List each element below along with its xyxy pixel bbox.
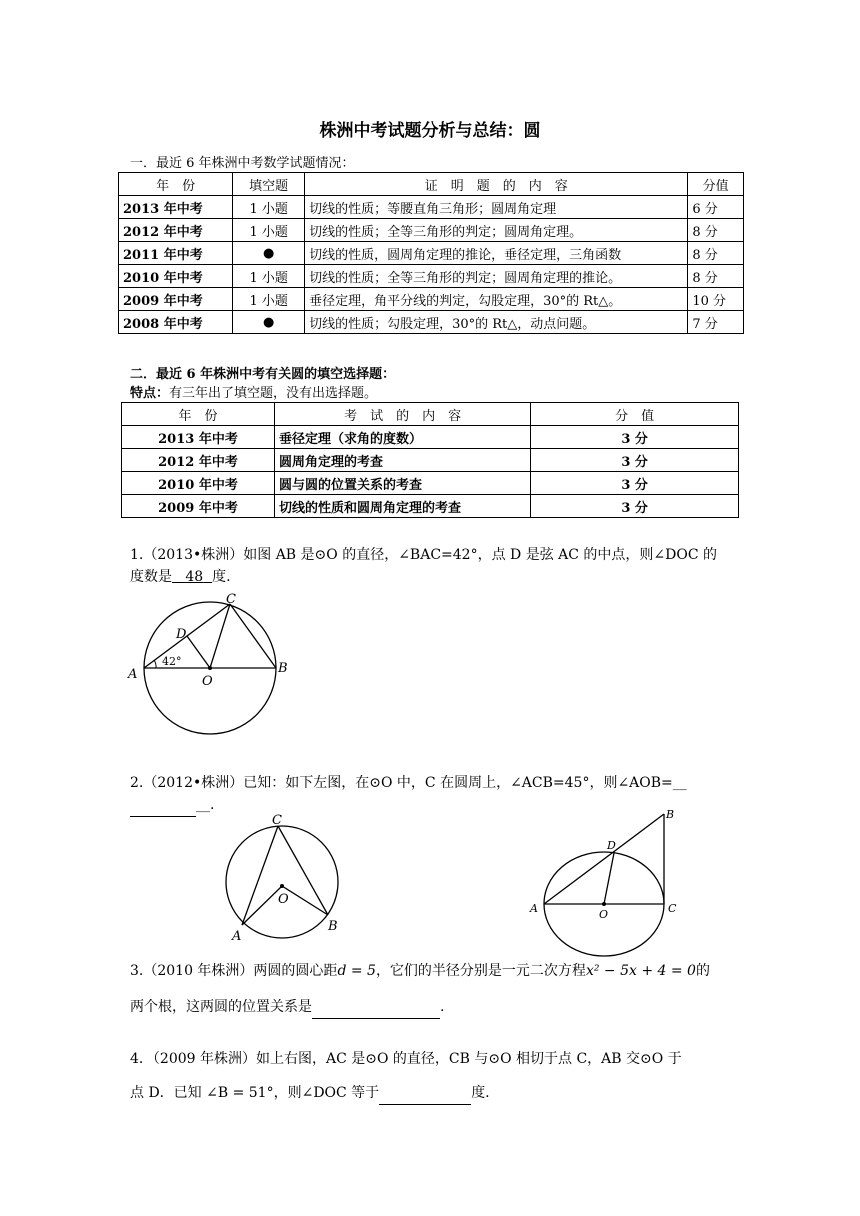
table-row <box>122 449 739 472</box>
row-content: 圆与圆的位置关系的考查 <box>274 472 530 495</box>
question-3 <box>130 960 740 1019</box>
table-row <box>119 242 744 265</box>
table-header-row <box>122 403 739 426</box>
table-row <box>122 495 739 518</box>
q2-line2: __. <box>130 794 750 817</box>
q2-figure <box>220 812 350 944</box>
table-header-row <box>119 173 744 196</box>
header-content: 考 试 的 内 容 <box>274 403 530 426</box>
row-fill: ● <box>233 242 305 265</box>
row-content: 切线的性质；等腰直角三角形；圆周角定理 <box>305 196 688 219</box>
section1-heading: 一．最近 6 年株洲中考数学试题情况： <box>130 156 355 171</box>
row-year: 2012 年中考 <box>119 219 233 242</box>
row-year: 2009 年中考 <box>122 495 275 518</box>
q4-label-o: O <box>599 908 609 921</box>
q4-label-a: A <box>530 902 538 915</box>
question-1 <box>130 544 730 588</box>
table-row <box>119 196 744 219</box>
q2-label-o: O <box>278 892 289 907</box>
row-fill: 1 小题 <box>233 265 305 288</box>
row-year: 2013 年中考 <box>122 426 275 449</box>
exam-analysis-table <box>118 172 744 334</box>
table-row <box>119 265 744 288</box>
row-content: 垂径定理（求角的度数） <box>274 426 530 449</box>
row-year: 2009 年中考 <box>119 288 233 311</box>
q4-line1: 4．（2009 年株洲）如上右图，AC 是⊙O 的直径，CB 与⊙O 相切于点 C，AB 交⊙O 于 <box>130 1051 682 1067</box>
row-fill: 1 小题 <box>233 196 305 219</box>
row-content: 切线的性质和圆周角定理的考查 <box>274 495 530 518</box>
table-row <box>119 288 744 311</box>
row-score: 7 分 <box>688 311 744 334</box>
row-year: 2010 年中考 <box>119 265 233 288</box>
row-score: 3 分 <box>531 472 739 495</box>
row-year: 2013 年中考 <box>119 196 233 219</box>
header-score: 分 值 <box>531 403 739 426</box>
row-content: 垂径定理，角平分线的判定，勾股定理，30°的 Rt△。 <box>305 288 688 311</box>
row-fill: ● <box>233 311 305 334</box>
row-content: 切线的性质；勾股定理，30°的 Rt△，动点问题。 <box>305 311 688 334</box>
header-year: 年 份 <box>119 173 233 196</box>
q4-figure <box>526 806 686 958</box>
header-year: 年 份 <box>122 403 275 426</box>
section2-feature <box>130 382 377 401</box>
row-fill: 1 小题 <box>233 219 305 242</box>
q4-label-b: B <box>666 808 675 821</box>
row-year: 2008 年中考 <box>119 311 233 334</box>
row-content: 切线的性质；全等三角形的判定；圆周角定理。 <box>305 219 688 242</box>
row-score: 3 分 <box>531 449 739 472</box>
q2-label-b: B <box>328 919 338 934</box>
header-score: 分值 <box>688 173 744 196</box>
q4-label-d: D <box>607 839 616 852</box>
row-year: 2011 年中考 <box>119 242 233 265</box>
row-score: 3 分 <box>531 495 739 518</box>
q1-answer: 48 <box>185 569 204 585</box>
q1-line2: 度数是 48 度. <box>130 569 231 585</box>
q1-label-b: B <box>278 661 288 676</box>
row-score: 8 分 <box>688 219 744 242</box>
q3-line1: 3.（2010 年株洲）两圆的圆心距d = 5，它们的半径分别是一元二次方程x² − 5x + 4 = 0的 <box>130 963 710 979</box>
row-score: 8 分 <box>688 242 744 265</box>
q1-label-a: A <box>128 667 138 682</box>
row-score: 3 分 <box>531 426 739 449</box>
row-year: 2010 年中考 <box>122 472 275 495</box>
question-4 <box>130 1048 740 1105</box>
q1-figure <box>126 592 296 742</box>
table-row <box>119 219 744 242</box>
section2-heading: 二．最近 6 年株洲中考有关圆的填空选择题： <box>130 367 396 382</box>
q1-angle-label: 42° <box>162 655 182 668</box>
row-content: 切线的性质；全等三角形的判定；圆周角定理的推论。 <box>305 265 688 288</box>
header-content: 证 明 题 的 内 容 <box>305 173 688 196</box>
q1-line1: 1.（2013•株洲）如图 AB 是⊙O 的直径，∠BAC=42°，点 D 是弦 AC 的中点，则∠DOC 的 <box>130 547 718 563</box>
fill-questions-table <box>121 402 739 518</box>
q1-label-d: D <box>176 627 187 642</box>
feature-label: 特点： <box>130 386 170 401</box>
table-row <box>122 472 739 495</box>
row-content: 切线的性质，圆周角定理的推论，垂径定理，三角函数 <box>305 242 688 265</box>
row-year: 2012 年中考 <box>122 449 275 472</box>
row-score: 6 分 <box>688 196 744 219</box>
q2-label-c: C <box>272 813 282 828</box>
q4-line2: 点 D．已知 ∠B = 51°，则∠DOC 等于 度. <box>130 1082 740 1105</box>
q4-label-c: C <box>668 902 677 915</box>
row-fill: 1 小题 <box>233 288 305 311</box>
q3-distance: d = 5 <box>337 963 376 979</box>
row-score: 8 分 <box>688 265 744 288</box>
row-content: 圆周角定理的考查 <box>274 449 530 472</box>
header-fill: 填空题 <box>233 173 305 196</box>
feature-text: 有三年出了填空题，没有出选择题。 <box>169 386 378 401</box>
row-score: 10 分 <box>688 288 744 311</box>
table-row <box>119 311 744 334</box>
page-title: 株洲中考试题分析与总结：圆 <box>319 121 541 141</box>
q2-label-a: A <box>232 929 242 944</box>
q3-line2: 两个根，这两圆的位置关系是 . <box>130 996 740 1019</box>
table-row <box>122 426 739 449</box>
q1-label-c: C <box>226 592 236 607</box>
q2-line1: 2.（2012•株洲）已知：如下左图，在⊙O 中，C 在圆周上，∠ACB=45°，则∠AOB=__ <box>130 775 687 791</box>
q3-equation: x² − 5x + 4 = 0 <box>585 963 696 979</box>
q1-label-o: O <box>202 674 213 689</box>
